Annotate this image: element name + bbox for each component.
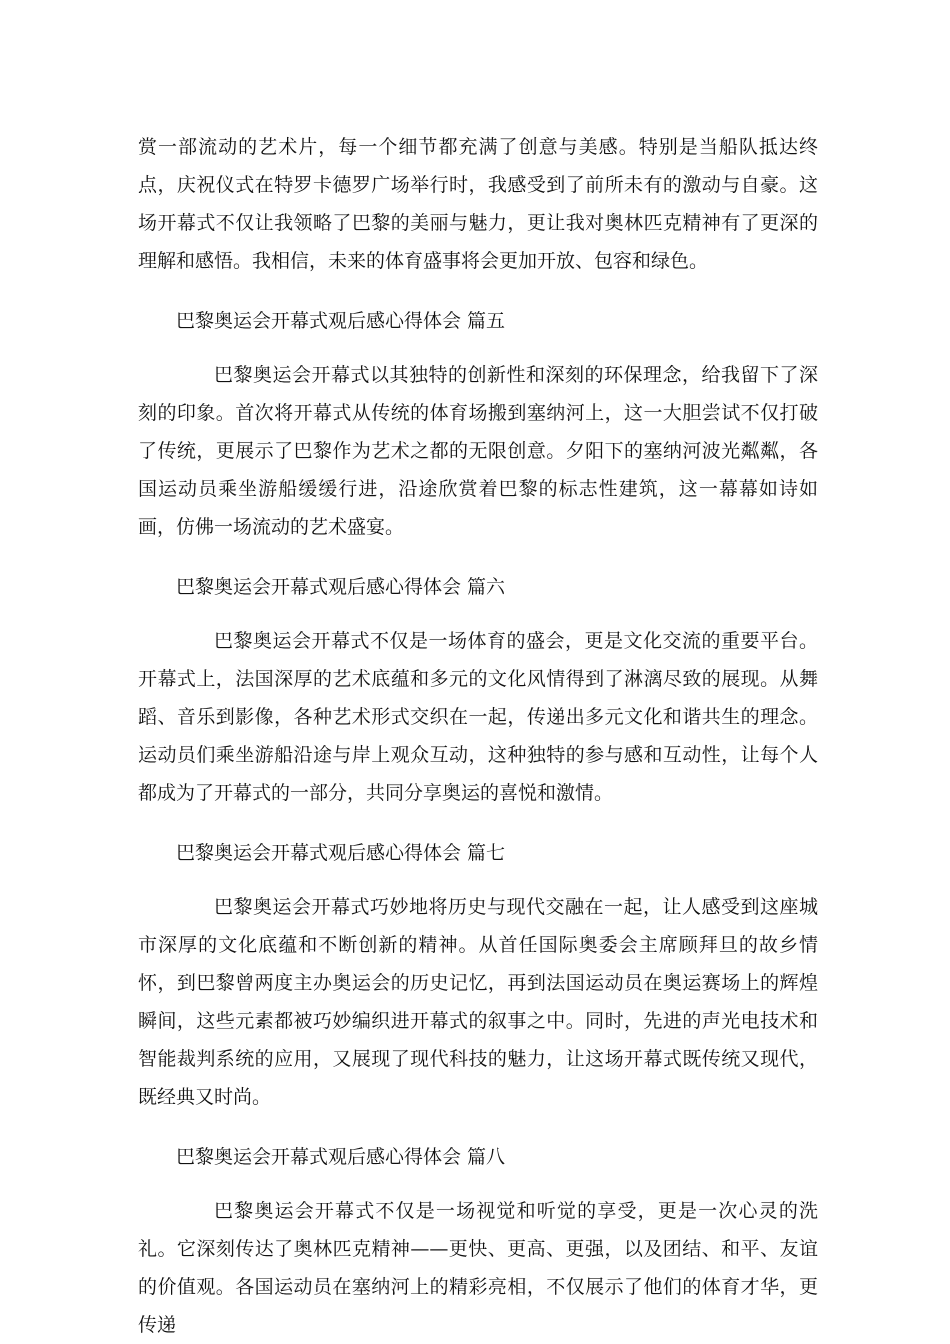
document-body [138, 128, 818, 1344]
paragraph-section-8: 巴黎奥运会开幕式不仅是一场视觉和听觉的享受，更是一次心灵的洗礼。它深刻传达了奥林匹克精神——更快、更高、更强，以及团结、和平、友谊的价值观。各国运动员在塞纳河上的精彩亮相，不仅展示了他们的体育才华，更传递 [138, 1200, 818, 1336]
section-heading-6: 巴黎奥运会开幕式观后感心得体会 篇六 [176, 576, 506, 598]
paragraph-section-6: 巴黎奥运会开幕式不仅是一场体育的盛会，更是文化交流的重要平台。开幕式上，法国深厚的艺术底蕴和多元的文化风情得到了淋漓尽致的展现。从舞蹈、音乐到影像，各种艺术形式交织在一起，传递出多元文化和谐共生的理念。运动员们乘坐游船沿途与岸上观众互动，这种独特的参与感和互动性，让每个人都成为了开幕式的一部分，共同分享奥运的喜悦和激情。 [138, 630, 818, 804]
paragraph-section-5: 巴黎奥运会开幕式以其独特的创新性和深刻的环保理念，给我留下了深刻的印象。首次将开幕式从传统的体育场搬到塞纳河上，这一大胆尝试不仅打破了传统，更展示了巴黎作为艺术之都的无限创意。夕阳下的塞纳河波光粼粼，各国运动员乘坐游船缓缓行进，沿途欣赏着巴黎的标志性建筑，这一幕幕如诗如画，仿佛一场流动的艺术盛宴。 [138, 364, 818, 538]
paragraph-continued: 赏一部流动的艺术片，每一个细节都充满了创意与美感。特别是当船队抵达终点，庆祝仪式在特罗卡德罗广场举行时，我感受到了前所未有的激动与自豪。这场开幕式不仅让我领略了巴黎的美丽与魅力，更让我对奥林匹克精神有了更深的理解和感悟。我相信，未来的体育盛事将会更加开放、包容和绿色。 [138, 136, 818, 272]
section-heading-8: 巴黎奥运会开幕式观后感心得体会 篇八 [176, 1146, 506, 1168]
section-heading-5: 巴黎奥运会开幕式观后感心得体会 篇五 [176, 310, 506, 332]
paragraph-section-7: 巴黎奥运会开幕式巧妙地将历史与现代交融在一起，让人感受到这座城市深厚的文化底蕴和不断创新的精神。从首任国际奥委会主席顾拜旦的故乡情怀，到巴黎曾两度主办奥运会的历史记忆，再到法国运动员在奥运赛场上的辉煌瞬间，这些元素都被巧妙编织进开幕式的叙事之中。同时，先进的声光电技术和智能裁判系统的应用，又展现了现代科技的魅力，让这场开幕式既传统又现代，既经典又时尚。 [138, 896, 818, 1108]
section-heading-7: 巴黎奥运会开幕式观后感心得体会 篇七 [176, 842, 506, 864]
